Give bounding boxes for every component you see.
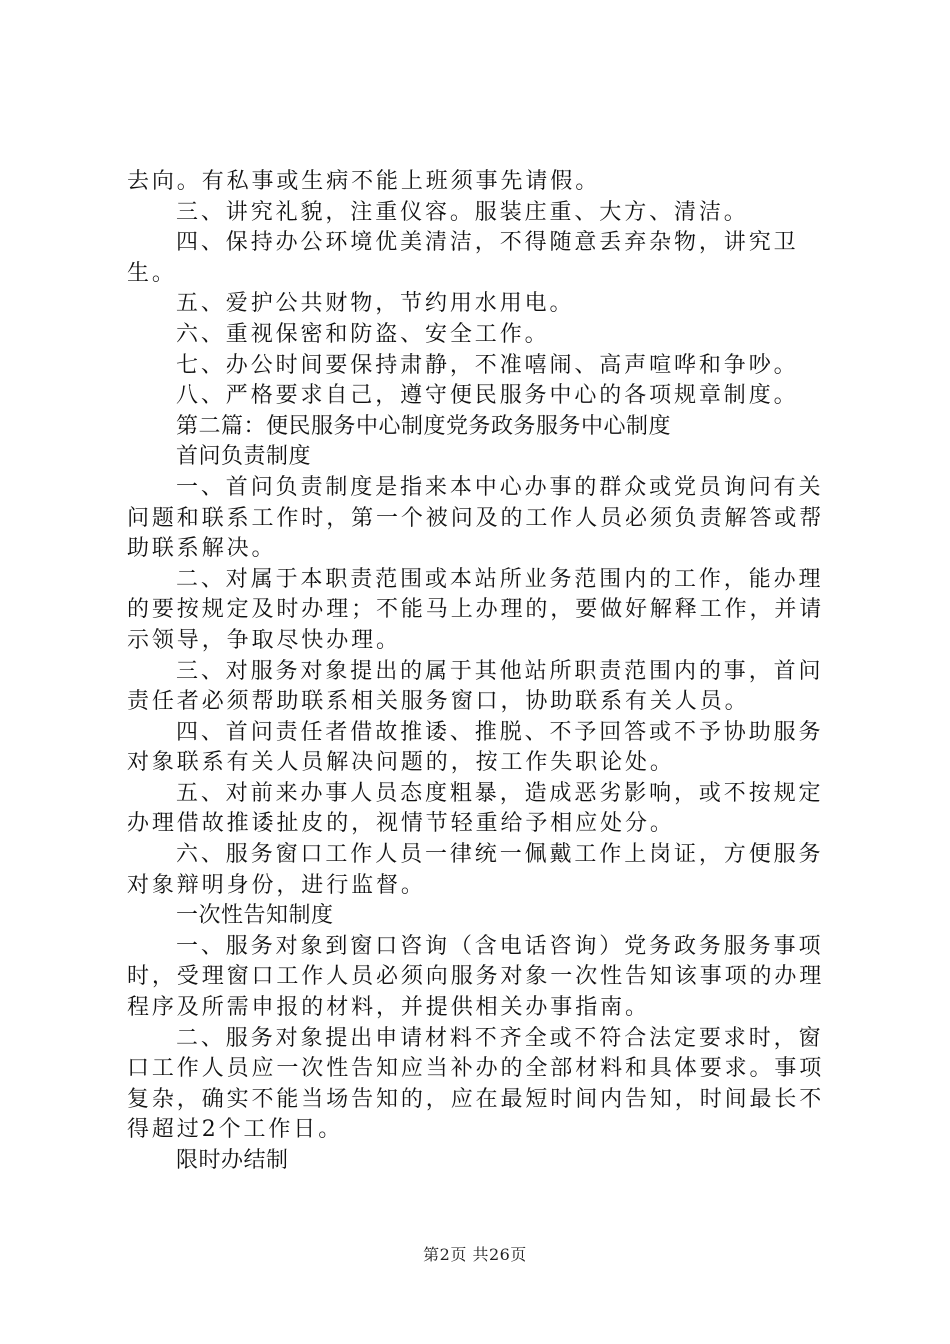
paragraph-continuation: 去向。有私事或生病不能上班须事先请假。 [127,169,601,194]
paragraph-rule-4: 四、保持办公环境优美清洁，不得随意丢弃杂物，讲究卫生。 [127,230,799,286]
paragraph-inquiry-3: 三、对服务对象提出的属于其他站所职责范围内的事，首问责任者必须帮助联系相关服务窗口，协助联系有关人员。 [127,658,824,715]
paragraph-inquiry-2: 二、对属于本职责范围或本站所业务范围内的工作，能办理的要按规定及时办理；不能马上办理的，要做好解释工作，并请示领导，争取尽快办理。 [127,566,825,653]
paragraph-inquiry-4: 四、首问责任者借故推诿、推脱、不予回答或不予协助服务对象联系有关人员解决问题的，按工作失职论处。 [127,719,824,776]
paragraph-inquiry-1: 一、首问负责制度是指来本中心办事的群众或党员询问有关问题和联系工作时，第一个被问及的工作人员必须负责解答或帮助联系解决。 [127,474,825,562]
paragraph-rule-5: 五、爱护公共财物，节约用水用电。 [176,291,575,317]
paragraph-notice-2: 二、服务对象提出申请材料不齐全或不符合法定要求时，窗口工作人员应一次性告知应当补办的全部材料和具体要求。事项复杂，确实不能当场告知的，应在最短时间内告知，时间最长不得超过2个工作日。 [127,1025,825,1143]
document-body [127,167,827,1177]
section-heading-time-limit: 限时办结制 [176,1148,289,1173]
section-heading-one-time-notice: 一次性告知制度 [176,903,334,929]
paragraph-notice-1: 一、服务对象到窗口咨询（含电话咨询）党务政务服务事项时，受理窗口工作人员必须向服务对象一次性告知该事项的办理程序及所需申报的材料，并提供相关办事指南。 [127,933,825,1021]
paragraph-inquiry-5: 五、对前来办事人员态度粗暴，造成恶劣影响，或不按规定办理借故推诿扯皮的，视情节轻重给予相应处分。 [127,780,824,837]
section-heading-part-two: 第二篇：便民服务中心制度党务政务服务中心制度 [176,413,672,439]
section-heading-first-inquiry: 首问负责制度 [176,444,312,470]
paragraph-rule-6: 六、重视保密和防盗、安全工作。 [176,321,550,347]
paragraph-rule-8: 八、严格要求自己，遵守便民服务中心的各项规章制度。 [176,383,799,409]
page-footer: 第2页 共26页 [423,1245,527,1264]
paragraph-inquiry-6: 六、服务窗口工作人员一律统一佩戴工作上岗证，方便服务对象辩明身份，进行监督。 [127,842,824,898]
paragraph-rule-7: 七、办公时间要保持肃静，不准嘻闹、高声喧哗和争吵。 [176,352,799,378]
paragraph-rule-3: 三、讲究礼貌，注重仪容。服装庄重、大方、清洁。 [176,199,749,225]
